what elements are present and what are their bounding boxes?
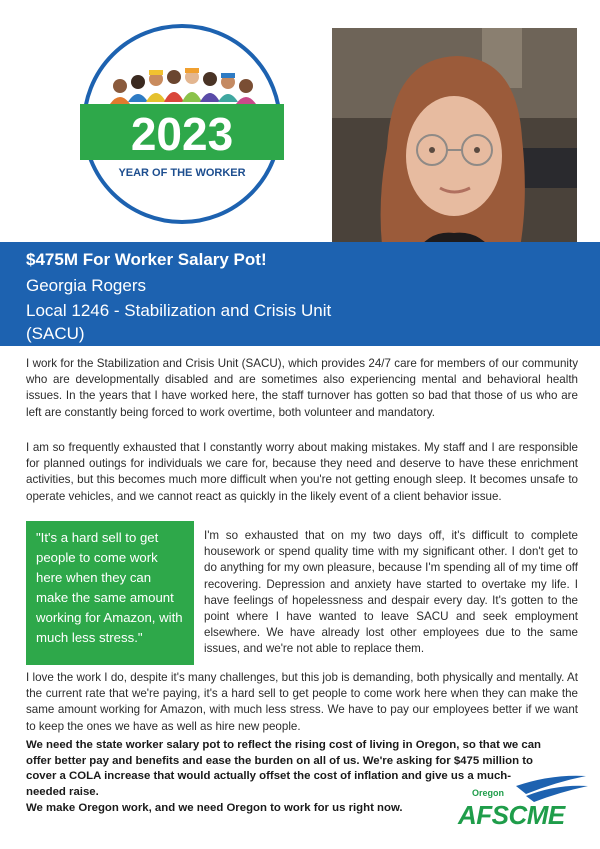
logo-subtitle: YEAR OF THE WORKER: [118, 167, 246, 179]
headline: $475M For Worker Salary Pot!: [26, 250, 267, 269]
paragraph-2: I am so frequently exhausted that I constantly worry about making mistakes. My staff and I are responsible for planned outings for individuals we care for, because they need and deserve to have these enrichment activities, but this becomes much more difficult when you're not getting enough sleep. It becomes unsafe to operate vehicles, and we cannot react as quickly in the likely event of a client behavior issue.: [26, 441, 578, 503]
closing-statement: We make Oregon work, and we need Oregon to work for us right now.: [26, 802, 403, 814]
paragraph-3: I'm so exhausted that on my two days off, it's difficult to complete housework or spend quality time with my significant other. I don't get to do anything for my own pleasure, because I'm spending all of my time off recovering. Depression and anxiety have started to overtake my life. I have feelings of hopelessness and despair every day. It's gotten to the point where I have wanted to leave SACU and seek employment elsewhere. We have already lost other employees due to the same issues, and we're not able to replace them.: [204, 529, 578, 656]
afscme-oregon-label: Oregon: [472, 788, 505, 798]
logo-year: 2023: [130, 108, 234, 160]
pull-quote: "It's a hard sell to get people to come work here when they can make the same amount working for Amazon, with much less stress.": [26, 521, 194, 665]
paragraph-1: I work for the Stabilization and Crisis Unit (SACU), which provides 24/7 care for members of our community who are developmentally disabled and are sometimes also experiencing mental and behavioral health issues. In the years that I have worked here, the staff turnover has gotten so bad that those of us who are left are constantly being forced to work overtime, both volunteer and mandatory.: [26, 357, 578, 419]
member-name: Georgia Rogers: [26, 276, 147, 295]
member-unit: Local 1246 - Stabilization and Crisis Unit (SACU): [26, 301, 332, 343]
year-of-the-worker-logo: [80, 22, 284, 226]
paragraph-4: I love the work I do, despite it's many challenges, but this job is demanding, both physically and mentally. At the current rate that we're paying, it's a hard sell to get people to come work here when they can make the same amount working for Amazon, with much less stress. We have to pay our employees better if we want to keep the ones we have as well as hire new people.: [26, 671, 578, 733]
afscme-wordmark: AFSCME: [458, 800, 565, 830]
call-to-action: We need the state worker salary pot to reflect the rising cost of living in Oregon, so that we can offer better pay and benefits and ease the burden on all of us. We're asking for $475 million to cover a COLA increase that would actually offset the cost of inflation and give us a much-needed raise.: [26, 739, 542, 798]
